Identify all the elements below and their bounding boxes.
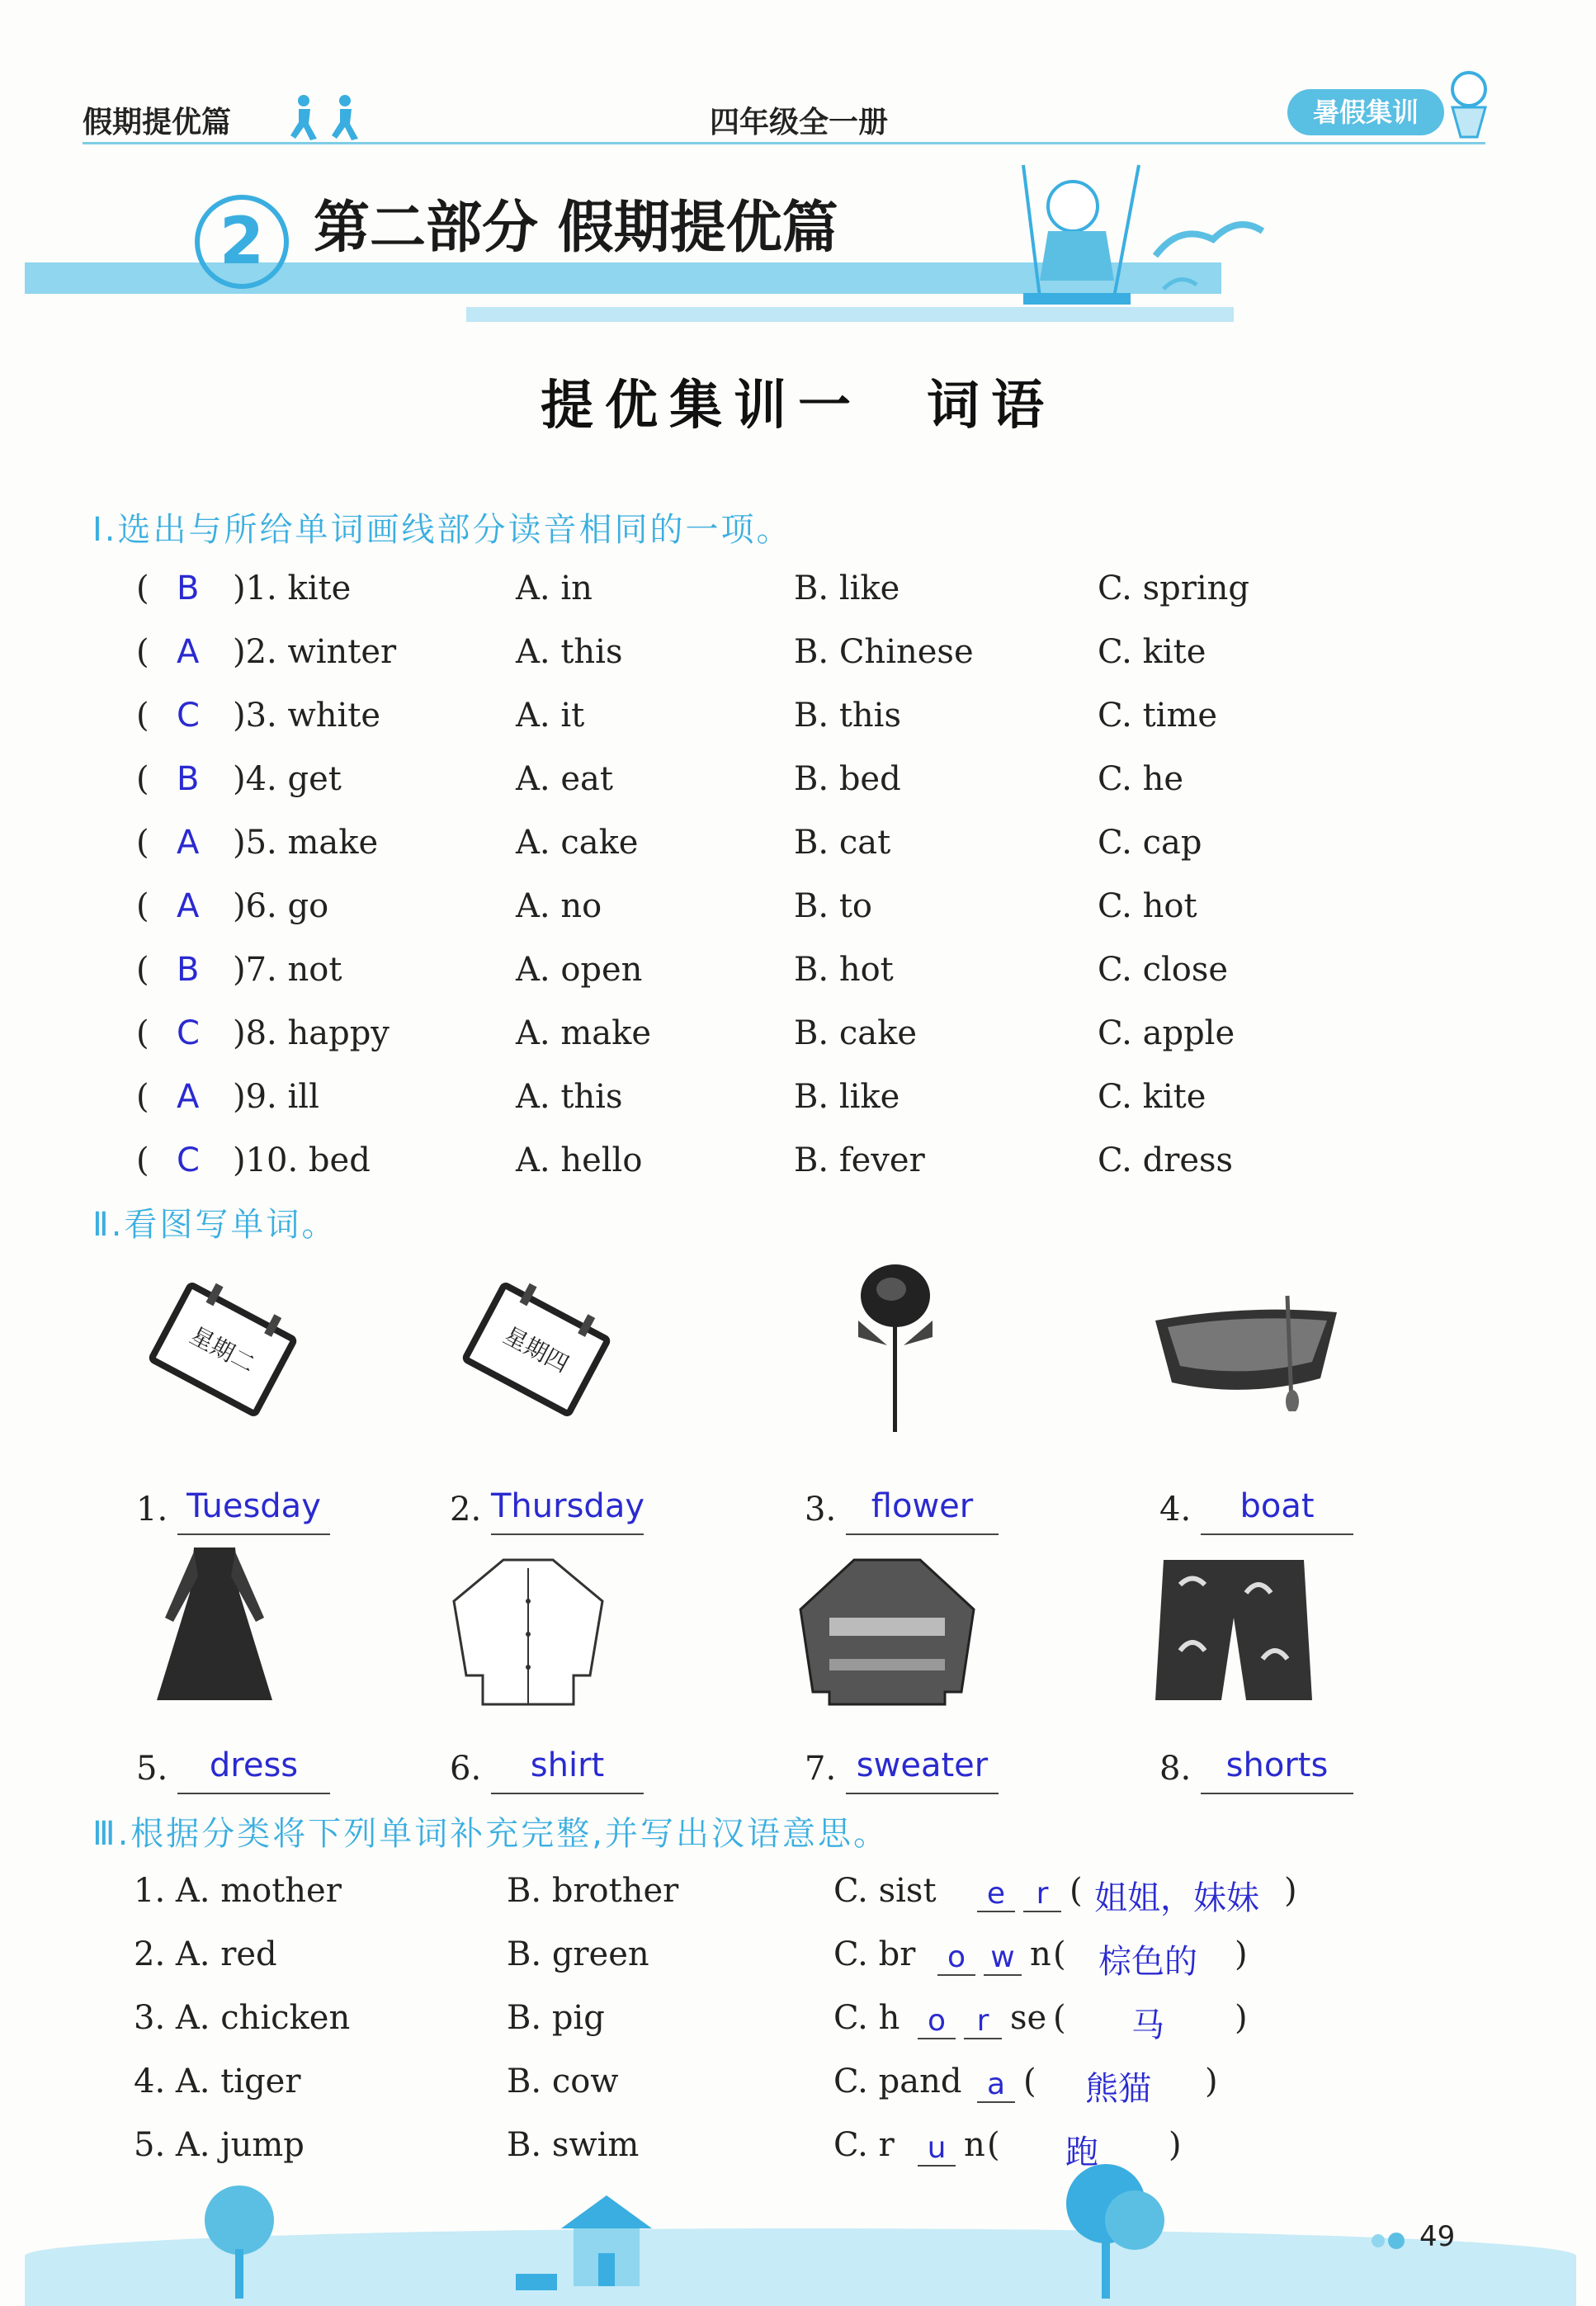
question-word: )5. make — [233, 824, 379, 862]
question-row — [0, 1014, 1596, 1064]
close-paren: ) — [1235, 1935, 1248, 1973]
option-c: C. cap — [1098, 824, 1202, 862]
open-paren: ( — [987, 2126, 1000, 2164]
open-paren: ( — [136, 760, 149, 798]
picture-number: 8. — [1159, 1750, 1192, 1788]
open-paren: ( — [136, 633, 149, 671]
word-b: B. green — [507, 1935, 649, 1973]
letter-blank[interactable]: r — [964, 2004, 1002, 2039]
letter-blank[interactable]: o — [918, 2004, 956, 2039]
word-c-end: n — [964, 2126, 985, 2164]
open-paren: ( — [136, 951, 149, 989]
question-word: )10. bed — [233, 1141, 371, 1179]
answer-letter: B — [177, 569, 200, 607]
answer-word: Thursday — [491, 1487, 645, 1525]
section-2-title: Ⅱ.看图写单词。 — [92, 1206, 338, 1244]
answer-word-blank[interactable] — [177, 1746, 330, 1794]
rowing-boat-image — [1147, 1288, 1345, 1415]
chinese-meaning: 熊猫 — [1085, 2070, 1151, 2108]
close-paren: ) — [1235, 1999, 1248, 2037]
section-3-title: Ⅲ.根据分类将下列单词补充完整,并写出汉语意思。 — [92, 1815, 890, 1853]
answer-letter: A — [177, 887, 200, 925]
picture-number: 3. — [805, 1491, 837, 1529]
option-b: B. bed — [794, 760, 901, 798]
answer-letter: B — [177, 951, 200, 989]
word-c-start: C. r — [833, 2126, 895, 2164]
question-word: )8. happy — [233, 1014, 390, 1052]
category-row — [0, 2126, 1596, 2176]
question-row — [0, 887, 1596, 937]
page-dots-icon — [1370, 2228, 1419, 2256]
word-b: B. swim — [507, 2126, 640, 2164]
shirt-image — [446, 1552, 611, 1712]
calendar-tuesday-label: 星期二 — [185, 1321, 260, 1378]
question-row — [0, 951, 1596, 1000]
calendar-thursday-image — [450, 1271, 623, 1431]
header-divider — [83, 142, 1485, 144]
answer-word: shirt — [530, 1746, 605, 1784]
option-b: B. like — [794, 1078, 900, 1116]
chinese-meaning: 姐姐，妹妹 — [1094, 1879, 1259, 1917]
category-row — [0, 1999, 1596, 2048]
option-c: C. kite — [1098, 633, 1206, 671]
option-a: A. cake — [516, 824, 639, 862]
answer-word-blank[interactable] — [491, 1746, 644, 1794]
answer-word-blank[interactable] — [1201, 1746, 1353, 1794]
option-b: B. this — [794, 697, 901, 735]
letter-blank[interactable]: o — [937, 1940, 975, 1976]
picture-number: 1. — [136, 1491, 168, 1529]
picture-number: 5. — [136, 1750, 168, 1788]
option-b: B. fever — [794, 1141, 925, 1179]
sweater-image — [792, 1552, 982, 1712]
question-row — [0, 824, 1596, 873]
question-row — [0, 569, 1596, 619]
picture-number: 2. — [450, 1491, 482, 1529]
shorts-image — [1147, 1552, 1320, 1712]
answer-letter: A — [177, 633, 200, 671]
option-a: A. it — [516, 697, 585, 735]
calendar-thursday-label: 星期四 — [498, 1321, 574, 1378]
word-a: 2. A. red — [134, 1935, 277, 1973]
girl-mascot-icon — [1436, 66, 1502, 144]
chinese-meaning: 马 — [1131, 2006, 1164, 2044]
option-c: C. kite — [1098, 1078, 1206, 1116]
answer-word: sweater — [856, 1746, 989, 1784]
option-a: A. open — [516, 951, 643, 989]
letter-blank[interactable]: a — [977, 2067, 1015, 2103]
word-c-start: C. br — [833, 1935, 916, 1973]
chinese-meaning: 跑 — [1065, 2134, 1098, 2171]
answer-word-blank[interactable] — [846, 1746, 999, 1794]
answer-word-blank[interactable] — [491, 1487, 644, 1535]
open-paren: ( — [1053, 1999, 1066, 2037]
open-paren: ( — [136, 697, 149, 735]
open-paren: ( — [1053, 1935, 1066, 1973]
word-b: B. brother — [507, 1872, 679, 1910]
option-c: C. apple — [1098, 1014, 1235, 1052]
rose-flower-image — [833, 1255, 957, 1439]
open-paren: ( — [1070, 1872, 1083, 1910]
open-paren: ( — [136, 824, 149, 862]
option-a: A. this — [516, 633, 623, 671]
option-a: A. eat — [516, 760, 613, 798]
question-word: )9. ill — [233, 1078, 319, 1116]
answer-word-blank[interactable] — [1201, 1487, 1353, 1535]
category-row — [0, 2063, 1596, 2112]
picture-number: 6. — [450, 1750, 482, 1788]
answer-letter: C — [177, 1141, 200, 1179]
word-b: B. cow — [507, 2063, 619, 2100]
word-c-start: C. h — [833, 1999, 900, 2037]
answer-letter: C — [177, 1014, 200, 1052]
part-title: 第二部分 假期提优篇 — [314, 196, 838, 261]
running-kids-icon — [281, 92, 380, 145]
category-row — [0, 1872, 1596, 1921]
letter-blank[interactable]: u — [918, 2131, 956, 2167]
answer-word-blank[interactable] — [846, 1487, 999, 1535]
answer-word: flower — [871, 1487, 974, 1525]
open-paren: ( — [136, 887, 149, 925]
open-paren: ( — [136, 1014, 149, 1052]
letter-blank[interactable]: e — [977, 1877, 1015, 1912]
house-icon — [512, 2179, 701, 2306]
open-paren: ( — [136, 1141, 149, 1179]
answer-letter: B — [177, 760, 200, 798]
picture-number: 4. — [1159, 1491, 1192, 1529]
option-b: B. cake — [794, 1014, 917, 1052]
tree-icon — [198, 2179, 281, 2306]
close-paren: ) — [1169, 2126, 1182, 2164]
open-paren: ( — [136, 1078, 149, 1116]
option-b: B. hot — [794, 951, 894, 989]
header-badge: 暑假集训 — [1287, 89, 1444, 135]
section-1-title: Ⅰ.选出与所给单词画线部分读音相同的一项。 — [92, 511, 792, 549]
word-c-end: n — [1030, 1935, 1051, 1973]
header-left-title: 假期提优篇 — [83, 106, 232, 139]
answer-word: dress — [209, 1746, 299, 1784]
letter-blank[interactable]: r — [1023, 1877, 1061, 1912]
header-grade: 四年级全一册 — [710, 106, 889, 139]
open-paren: ( — [136, 569, 149, 607]
option-c: C. close — [1098, 951, 1229, 989]
category-row — [0, 1935, 1596, 1985]
word-a: 4. A. tiger — [134, 2063, 301, 2100]
word-a: 3. A. chicken — [134, 1999, 351, 2037]
calendar-tuesday-image — [136, 1271, 309, 1431]
answer-word-blank[interactable] — [177, 1487, 330, 1535]
answer-letter: A — [177, 824, 200, 862]
question-word: )2. winter — [233, 633, 397, 671]
option-b: B. to — [794, 887, 872, 925]
close-paren: ) — [1205, 2063, 1218, 2100]
picture-number: 7. — [805, 1750, 837, 1788]
option-c: C. he — [1098, 760, 1184, 798]
option-a: A. no — [516, 887, 602, 925]
question-word: )4. get — [233, 760, 342, 798]
option-b: B. like — [794, 569, 900, 607]
word-a: 1. A. mother — [134, 1872, 342, 1910]
chinese-meaning: 棕色的 — [1098, 1943, 1197, 1981]
option-c: C. time — [1098, 697, 1218, 735]
option-c: C. dress — [1098, 1141, 1234, 1179]
lesson-title: 提优集训一 词语 — [541, 375, 1055, 437]
answer-word: shorts — [1225, 1746, 1329, 1784]
question-row — [0, 697, 1596, 746]
word-a: 5. A. jump — [134, 2126, 305, 2164]
option-b: B. Chinese — [794, 633, 974, 671]
word-c-start: C. sist — [833, 1872, 937, 1910]
word-c-start: C. pand — [833, 2063, 962, 2100]
trees-icon — [1056, 2154, 1172, 2306]
swing-girl-icon — [974, 157, 1271, 342]
question-word: )1. kite — [233, 569, 352, 607]
open-paren: ( — [1023, 2063, 1036, 2100]
option-c: C. hot — [1098, 887, 1197, 925]
dress-image — [149, 1543, 281, 1712]
close-paren: ) — [1284, 1872, 1297, 1910]
answer-letter: A — [177, 1078, 200, 1116]
answer-word: Tuesday — [187, 1487, 321, 1525]
question-row — [0, 1078, 1596, 1127]
answer-letter: C — [177, 697, 200, 735]
letter-blank[interactable]: w — [984, 1940, 1022, 1976]
question-row — [0, 633, 1596, 683]
question-word: )7. not — [233, 951, 342, 989]
question-row — [0, 760, 1596, 810]
answer-word: boat — [1239, 1487, 1315, 1525]
option-c: C. spring — [1098, 569, 1250, 607]
option-b: B. cat — [794, 824, 891, 862]
option-a: A. this — [516, 1078, 623, 1116]
question-word: )3. white — [233, 697, 381, 735]
option-a: A. in — [516, 569, 593, 607]
word-c-end: se — [1010, 1999, 1047, 2037]
page-number: 49 — [1419, 2220, 1456, 2253]
question-row — [0, 1141, 1596, 1191]
option-a: A. hello — [516, 1141, 643, 1179]
part-number-badge: 2 — [195, 195, 289, 289]
word-b: B. pig — [507, 1999, 605, 2037]
question-word: )6. go — [233, 887, 329, 925]
option-a: A. make — [516, 1014, 652, 1052]
